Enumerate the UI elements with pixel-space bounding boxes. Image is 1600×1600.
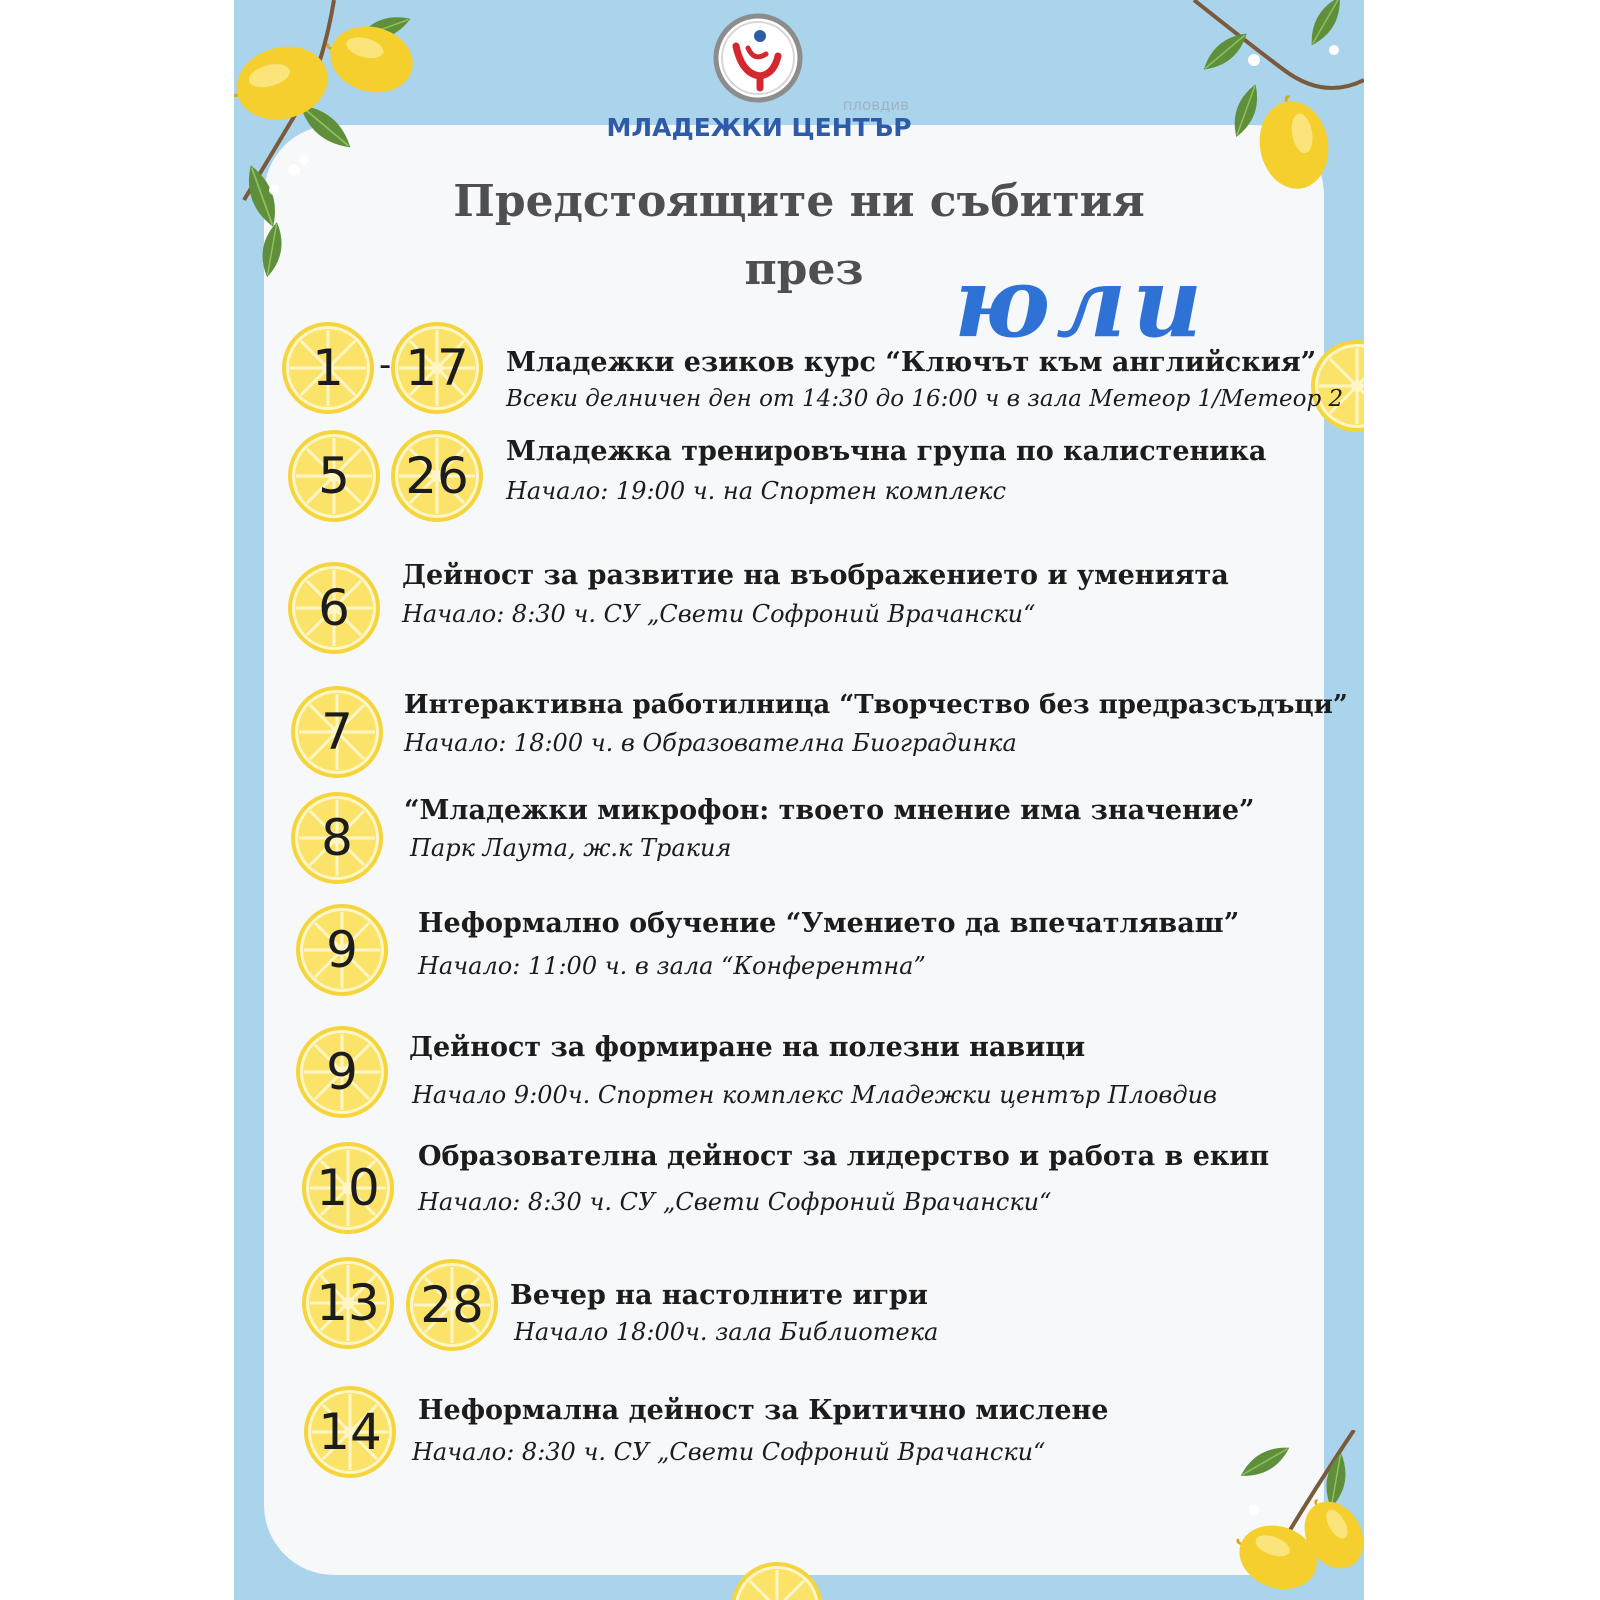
date-badge <box>289 790 385 886</box>
event-title: Образователна дейност за лидерство и работа в екип <box>418 1141 1270 1172</box>
date-badge <box>302 1384 398 1480</box>
event-detail: Всеки делничен ден от 14:30 до 16:00 ч в зала Метеор 1/Метеор 2 <box>506 386 1344 412</box>
youth-center-logo-icon <box>712 12 804 104</box>
page-title: Предстоящите ни събития <box>453 176 1145 227</box>
org-city: пловдив <box>842 96 909 114</box>
date-badge <box>286 428 382 524</box>
date-number: 5 <box>318 447 350 505</box>
lemon-slice-icon <box>729 1560 825 1600</box>
page-title-line2: през <box>744 244 864 295</box>
event-title: Интерактивна работилница “Творчество без предразсъдъци” <box>404 690 1348 720</box>
event-title: Дейност за развитие на въображението и уменията <box>402 560 1229 591</box>
event-detail: Начало: 8:30 ч. СУ „Свети Софроний Врачански“ <box>418 1188 1052 1216</box>
date-number: 14 <box>318 1403 382 1461</box>
org-name: МЛАДЕЖКИ ЦЕНТЪР <box>606 113 912 142</box>
date-number: 17 <box>405 339 469 397</box>
poster <box>234 0 1364 1600</box>
event-title: Вечер на настолните игри <box>510 1280 928 1311</box>
date-number: 13 <box>316 1274 380 1332</box>
event-detail: Начало: 8:30 ч. СУ „Свети Софроний Врачански“ <box>402 600 1036 628</box>
event-detail: Начало: 19:00 ч. на Спортен комплекс <box>506 477 1007 505</box>
date-number: 9 <box>326 921 358 979</box>
date-badge <box>289 684 385 780</box>
event-title: Дейност за формиране на полезни навици <box>409 1032 1086 1063</box>
event-title: Младежка тренировъчна група по калистеника <box>506 436 1267 467</box>
event-title: Неформална дейност за Критично мислене <box>418 1395 1109 1426</box>
date-number: 8 <box>321 809 353 867</box>
event-detail: Начало: 8:30 ч. СУ „Свети Софроний Врачански“ <box>412 1438 1046 1466</box>
date-badge <box>389 320 485 416</box>
event-detail: Начало: 11:00 ч. в зала “Конферентна” <box>418 952 926 980</box>
date-badge <box>294 902 390 998</box>
date-number: 6 <box>318 579 350 637</box>
event-title: Неформално обучение “Умението да впечатляваш” <box>418 908 1240 939</box>
date-number: 26 <box>405 447 469 505</box>
lemon-branch-icon <box>1194 1430 1364 1600</box>
event-title: Младежки езиков курс “Ключът към английския” <box>506 347 1317 378</box>
date-number: 1 <box>312 339 344 397</box>
date-number: 28 <box>420 1276 484 1334</box>
date-number: 10 <box>316 1159 380 1217</box>
date-badge <box>300 1255 396 1351</box>
date-badge <box>300 1140 396 1236</box>
date-number: 7 <box>321 703 353 761</box>
event-detail: Начало 9:00ч. Спортен комплекс Младежки център Пловдив <box>412 1081 1218 1109</box>
lemon-branch-icon <box>234 0 434 320</box>
date-badge <box>280 320 376 416</box>
event-detail: Начало 18:00ч. зала Библиотека <box>514 1318 939 1346</box>
date-number: 9 <box>326 1043 358 1101</box>
date-badge <box>286 560 382 656</box>
title-month: юли <box>954 246 1209 359</box>
date-badge <box>389 428 485 524</box>
event-detail: Парк Лаута, ж.к Тракия <box>410 834 732 862</box>
event-title: “Младежки микрофон: твоето мнение има значение” <box>404 795 1255 826</box>
event-detail: Начало: 18:00 ч. в Образователна Биоградинка <box>404 729 1017 757</box>
date-badge <box>294 1024 390 1120</box>
date-badge <box>404 1257 500 1353</box>
date-range-dash: - <box>379 345 392 385</box>
